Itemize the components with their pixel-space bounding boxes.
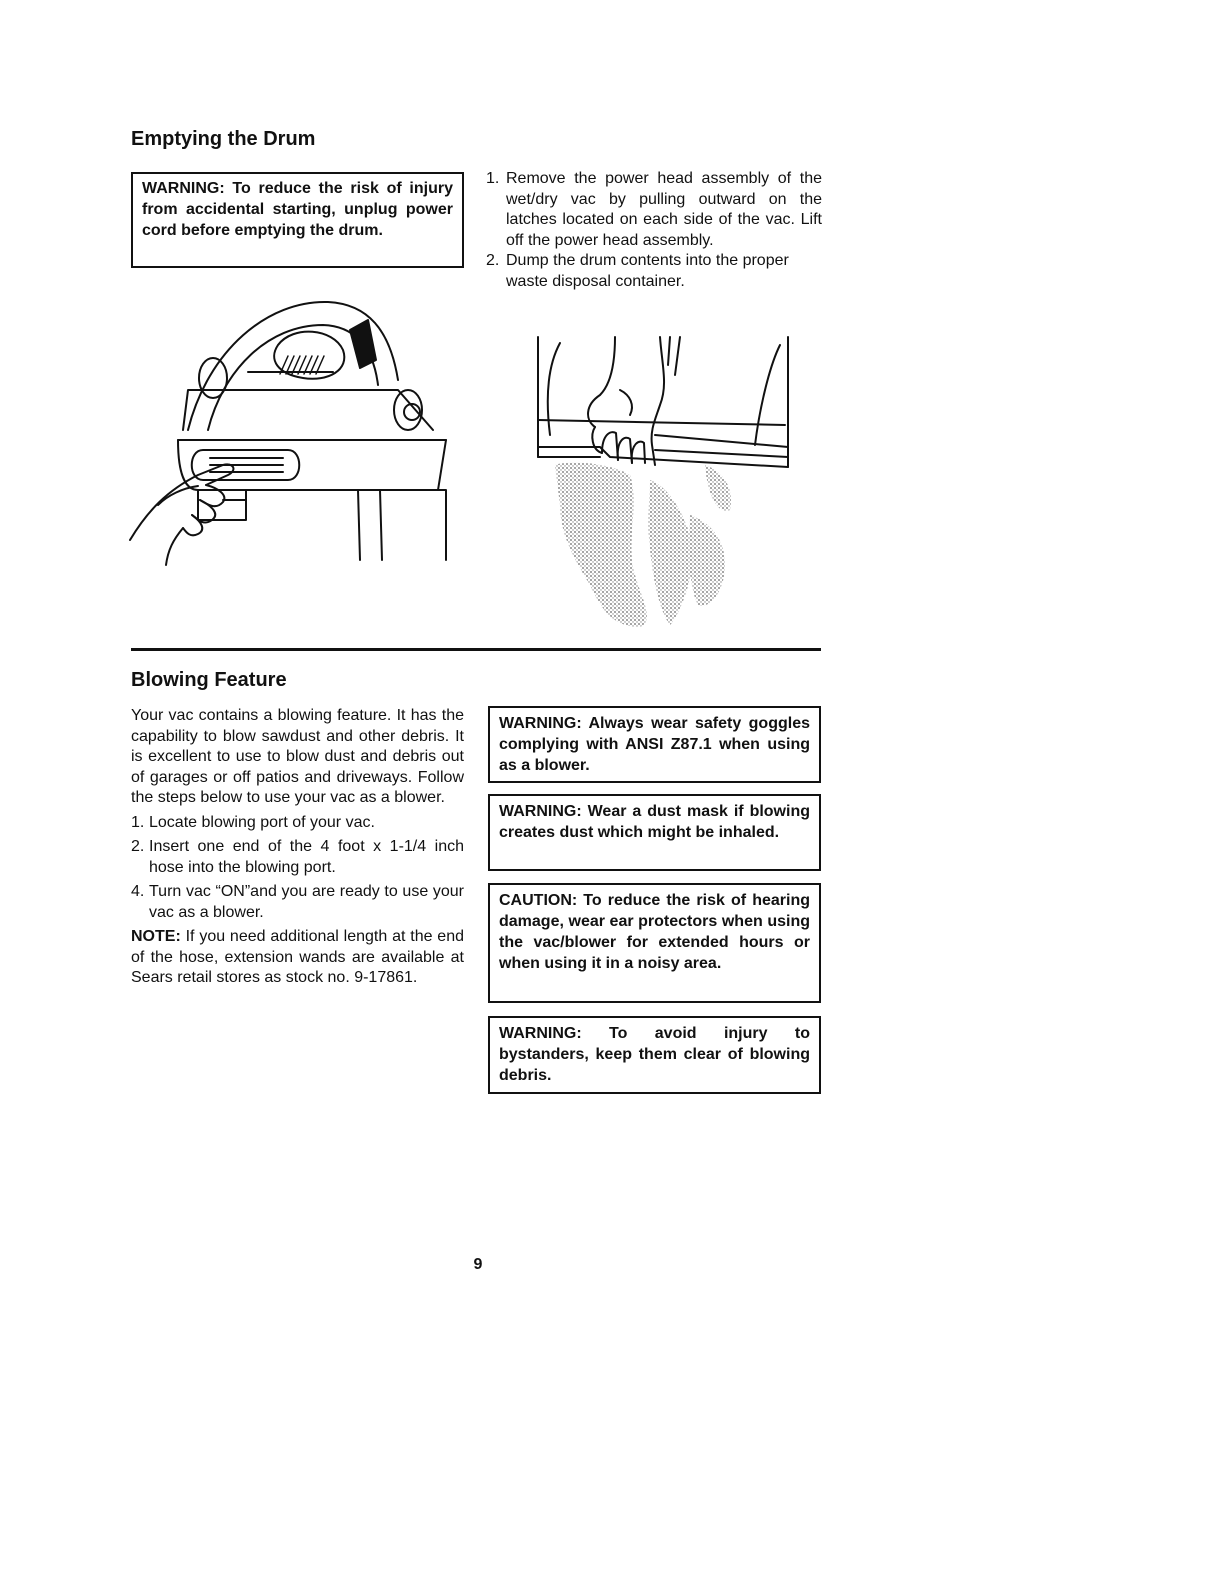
step-number: 4.	[131, 883, 145, 900]
step-text: Turn vac “ON”and you are ready to use your vac as a blower.	[149, 883, 464, 921]
vac-latch-illustration	[128, 290, 458, 570]
warning-unplug-box: WARNING: To reduce the risk of injury from accidental starting, unplug power cord before emptying the drum.	[131, 172, 464, 268]
step-number: 1.	[131, 813, 145, 831]
note-label: NOTE:	[131, 928, 181, 945]
blowing-left-column	[131, 706, 464, 989]
section-divider	[131, 648, 821, 651]
warning-bystanders-box: WARNING: To avoid injury to bystanders, keep them clear of blowing debris.	[488, 1016, 821, 1094]
blowing-step-4	[131, 882, 464, 923]
emptying-steps	[486, 169, 822, 292]
emptying-step-1	[486, 169, 822, 251]
drum-dumping-illustration	[530, 335, 795, 630]
blowing-note	[131, 927, 464, 989]
blowing-step-1	[131, 813, 464, 834]
caution-hearing-box: CAUTION: To reduce the risk of hearing damage, wear ear protectors when using the vac/blower for extended hours or when using it in a noisy area.	[488, 883, 821, 1003]
emptying-step-2	[486, 251, 822, 292]
step-number: 2.	[486, 252, 500, 269]
warning-goggles-box: WARNING: Always wear safety goggles complying with ANSI Z87.1 when using as a blower.	[488, 706, 821, 783]
step-number: 1.	[486, 170, 500, 187]
blowing-heading: Blowing Feature	[131, 669, 287, 691]
note-text: If you need additional length at the end of the hose, extension wands are available at Sears retail stores as stock no. 9-17861.	[131, 928, 464, 986]
emptying-heading: Emptying the Drum	[131, 128, 316, 150]
step-text: Dump the drum contents into the proper waste disposal container.	[506, 252, 789, 290]
warning-dust-mask-box: WARNING: Wear a dust mask if blowing creates dust which might be inhaled.	[488, 794, 821, 871]
blowing-step-2	[131, 837, 464, 878]
blowing-intro: Your vac contains a blowing feature. It has the capability to blow sawdust and other debris. It is excellent to use to blow dust and debris out of garages or off patios and driveways. Follow the steps below to use your vac as a blower.	[131, 707, 464, 806]
step-text: Insert one end of the 4 foot x 1-1/4 inch hose into the blowing port.	[149, 838, 464, 876]
step-text: Remove the power head assembly of the wet/dry vac by pulling outward on the latches located on each side of the vac. Lift off the power head assembly.	[506, 170, 822, 249]
step-number: 2.	[131, 838, 145, 855]
step-text: Locate blowing port of your vac.	[149, 813, 375, 831]
page-number: 9	[473, 1256, 483, 1273]
